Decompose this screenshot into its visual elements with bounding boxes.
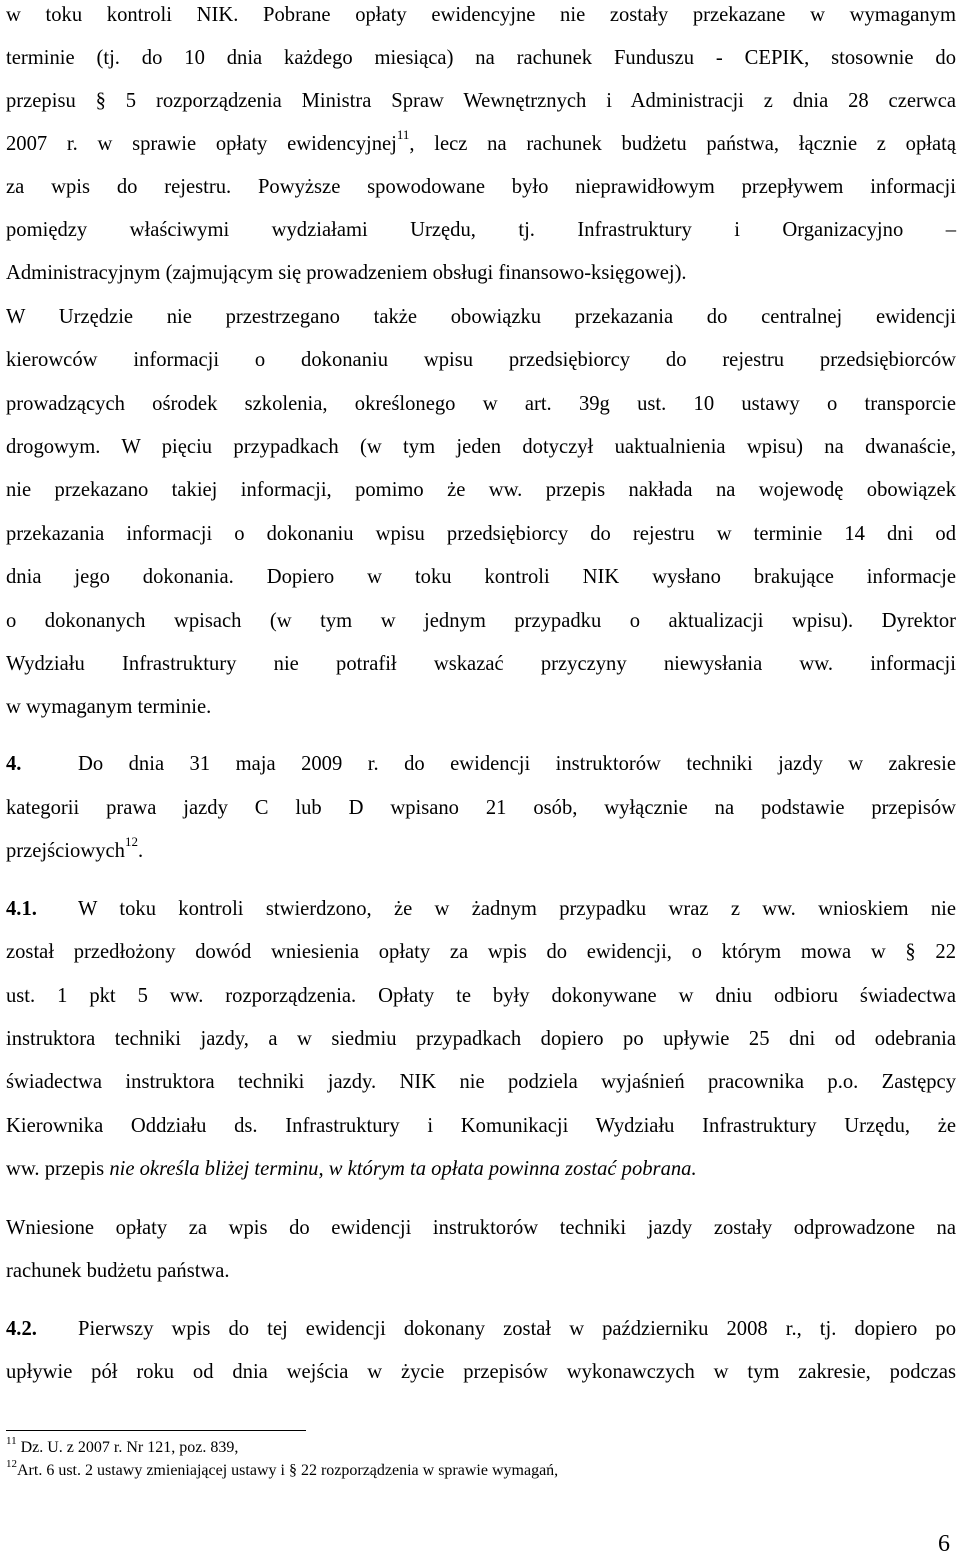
section-4-2-line bbox=[6, 1316, 956, 1342]
text-fragment: przejściowych bbox=[6, 840, 125, 862]
text-fragment: 2007 r. w sprawie opłaty ewidencyjnej bbox=[6, 133, 397, 155]
text-fragment: , lecz na rachunek budżetu państwa, łącznie z opłatą bbox=[409, 133, 956, 155]
text-line: w toku kontroli NIK. Pobrane opłaty ewidencyjne nie zostały przekazane w wymaganym bbox=[6, 4, 956, 26]
section-number: 4. bbox=[6, 753, 22, 775]
text-line bbox=[6, 1156, 956, 1182]
text-fragment: . bbox=[137, 840, 144, 862]
text-line: świadectwa instruktora techniki jazdy. NIK nie podziela wyjaśnień pracownika p.o. Zastępcy bbox=[6, 1071, 956, 1093]
text-line: został przedłożony dowód wniesienia opłaty za wpis do ewidencji, o którym mowa w § 22 bbox=[6, 941, 956, 963]
text-line: Wniesione opłaty za wpis do ewidencji instruktorów techniki jazdy zostały odprowadzone na bbox=[6, 1217, 956, 1239]
text-line: przekazania informacji o dokonaniu wpisu przedsiębiorcy do rejestru w terminie 14 dni od bbox=[6, 523, 956, 545]
section-number: 4.2. bbox=[6, 1318, 37, 1340]
text-line: w wymaganym terminie. bbox=[6, 696, 212, 718]
footnote bbox=[6, 1457, 559, 1481]
text-line: rachunek budżetu państwa. bbox=[6, 1260, 230, 1282]
text-line bbox=[6, 127, 956, 157]
text-line: kategorii prawa jazdy C lub D wpisano 21 osób, wyłącznie na podstawie przepisów bbox=[6, 797, 956, 819]
text-line: przepisu § 5 rozporządzenia Ministra Spraw Wewnętrznych i Administracji z dnia 28 czerwca bbox=[6, 90, 956, 112]
text-line: instruktora techniki jazdy, a w siedmiu przypadkach dopiero po upływie 25 dni od odebrania bbox=[6, 1028, 956, 1050]
footnote-ref: 12 bbox=[124, 834, 138, 850]
footnote bbox=[6, 1434, 239, 1458]
text-line: Administracyjnym (zajmującym się prowadzeniem obsługi finansowo-księgowej). bbox=[6, 262, 687, 284]
footnote-marker: 12 bbox=[6, 1457, 17, 1470]
section-4-line bbox=[6, 751, 956, 777]
footnote-separator bbox=[6, 1430, 306, 1431]
footnote-text: Dz. U. z 2007 r. Nr 121, poz. 839, bbox=[16, 1439, 239, 1456]
page-number: 6 bbox=[938, 1531, 950, 1557]
text-line: Wydziału Infrastruktury nie potrafił wskazać przyczyny niewysłania ww. informacji bbox=[6, 653, 956, 675]
text-line bbox=[6, 834, 956, 864]
text-line: drogowym. W pięciu przypadkach (w tym jeden dotyczył uaktualnienia wpisu) na dwanaście, bbox=[6, 436, 956, 458]
text-line: za wpis do rejestru. Powyższe spowodowane było nieprawidłowym przepływem informacji bbox=[6, 176, 956, 198]
footnote-marker: 11 bbox=[6, 1434, 17, 1447]
text-line: ust. 1 pkt 5 ww. rozporządzenia. Opłaty te były dokonywane w dniu odbioru świadectwa bbox=[6, 985, 956, 1007]
text-line: nie przekazano takiej informacji, pomimo że ww. przepis nakłada na wojewodę obowiązek bbox=[6, 479, 956, 501]
text-line: prowadzących ośrodek szkolenia, określonego w art. 39g ust. 10 ustawy o transporcie bbox=[6, 393, 956, 415]
italic-text: nie określa bliżej terminu, w którym ta opłata powinna zostać pobrana. bbox=[109, 1158, 697, 1180]
text-fragment: ww. przepis bbox=[6, 1158, 110, 1180]
section-number: 4.1. bbox=[6, 898, 37, 920]
text-line: terminie (tj. do 10 dnia każdego miesiąca) na rachunek Funduszu - CEPIK, stosownie do bbox=[6, 47, 956, 69]
footnote-text: Art. 6 ust. 2 ustawy zmieniającej ustawy i § 22 rozporządzenia w sprawie wymagań, bbox=[17, 1462, 559, 1479]
text-line: pomiędzy właściwymi wydziałami Urzędu, tj. Infrastruktury i Organizacyjno – bbox=[6, 219, 956, 241]
text-fragment: Pierwszy wpis do tej ewidencji dokonany został w październiku 2008 r., tj. dopiero po bbox=[78, 1318, 956, 1340]
text-line: o dokonanych wpisach (w tym w jednym przypadku o aktualizacji wpisu). Dyrektor bbox=[6, 610, 956, 632]
footnote-ref: 11 bbox=[396, 127, 410, 143]
text-fragment: W toku kontroli stwierdzono, że w żadnym przypadku wraz z ww. wnioskiem nie bbox=[78, 898, 956, 920]
text-line: W Urzędzie nie przestrzegano także obowiązku przekazania do centralnej ewidencji bbox=[6, 306, 956, 328]
text-line: Kierownika Oddziału ds. Infrastruktury i Komunikacji Wydziału Infrastruktury Urzędu, że bbox=[6, 1115, 956, 1137]
text-line: kierowców informacji o dokonaniu wpisu przedsiębiorcy do rejestru przedsiębiorców bbox=[6, 349, 956, 371]
text-line: upływie pół roku od dnia wejścia w życie przepisów wykonawczych w tym zakresie, podczas bbox=[6, 1361, 956, 1383]
text-fragment: Do dnia 31 maja 2009 r. do ewidencji instruktorów techniki jazdy w zakresie bbox=[78, 753, 956, 775]
section-4-1-line bbox=[6, 896, 956, 922]
text-line: dnia jego dokonania. Dopiero w toku kontroli NIK wysłano brakujące informacje bbox=[6, 566, 956, 588]
